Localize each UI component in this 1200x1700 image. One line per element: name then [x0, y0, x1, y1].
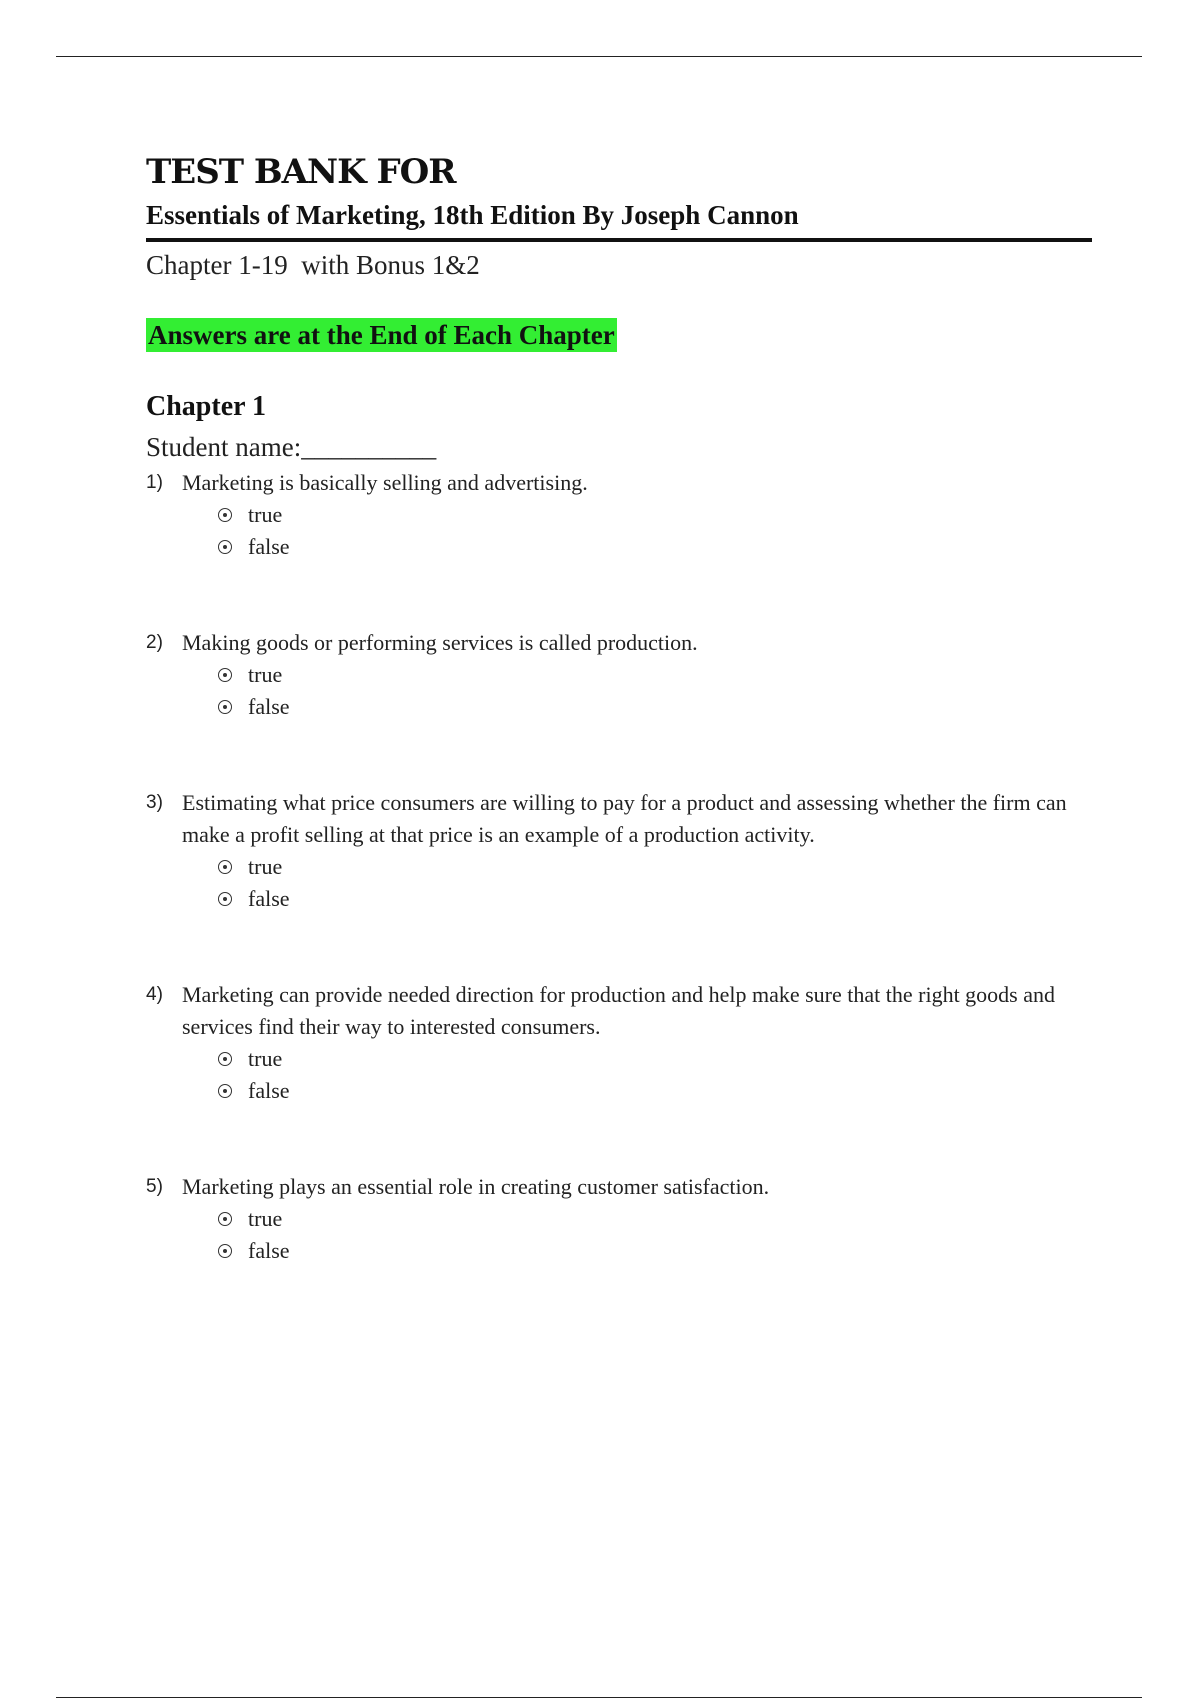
question-5: [146, 1171, 1092, 1267]
document-subtitle: Essentials of Marketing, 18th Edition By Joseph Cannon: [146, 198, 1092, 242]
answers-note-wrap: [146, 318, 1092, 352]
option-false[interactable]: [218, 1235, 1092, 1267]
option-label: false: [248, 886, 290, 911]
option-label: true: [248, 854, 283, 879]
option-label: false: [248, 534, 290, 559]
radio-circle-icon[interactable]: [218, 1212, 232, 1226]
radio-circle-icon[interactable]: [218, 668, 232, 682]
question-number: 2): [146, 632, 163, 653]
question-text: Estimating what price consumers are willing to pay for a product and assessing whether the firm can make a profit selling at that price is an example of a production activity.: [182, 790, 1067, 847]
option-label: false: [248, 694, 290, 719]
option-false[interactable]: [218, 531, 1092, 563]
option-label: true: [248, 502, 283, 527]
option-true[interactable]: [218, 851, 1092, 883]
radio-circle-icon[interactable]: [218, 540, 232, 554]
question-text: Marketing is basically selling and advertising.: [182, 470, 588, 495]
question-row: [146, 787, 1092, 851]
option-false[interactable]: [218, 691, 1092, 723]
option-true[interactable]: [218, 1043, 1092, 1075]
question-text: Marketing plays an essential role in creating customer satisfaction.: [182, 1174, 770, 1199]
question-row: [146, 467, 1092, 499]
chapters-note: Chapter 1-19 with Bonus 1&2: [146, 250, 480, 280]
option-label: false: [248, 1238, 290, 1263]
radio-circle-icon[interactable]: [218, 508, 232, 522]
option-label: false: [248, 1078, 290, 1103]
option-label: true: [248, 1206, 283, 1231]
chapter-heading: Chapter 1: [146, 391, 267, 422]
question-1: [146, 467, 1092, 563]
document-title: TEST BANK FOR: [146, 152, 456, 192]
bottom-rule: [56, 1697, 1142, 1698]
option-false[interactable]: [218, 883, 1092, 915]
radio-circle-icon[interactable]: [218, 1244, 232, 1258]
question-2: [146, 627, 1092, 723]
question-row: [146, 979, 1092, 1043]
question-3: [146, 787, 1092, 915]
question-text: Marketing can provide needed direction for production and help make sure that the right goods and services find their way to interested consumers.: [182, 982, 1056, 1039]
option-true[interactable]: [218, 499, 1092, 531]
option-label: true: [248, 1046, 283, 1071]
document-body: [146, 150, 1092, 464]
option-true[interactable]: [218, 659, 1092, 691]
question-row: [146, 1171, 1092, 1203]
question-number: 3): [146, 792, 163, 813]
answers-note: Answers are at the End of Each Chapter: [148, 320, 615, 350]
option-label: true: [248, 662, 283, 687]
radio-circle-icon[interactable]: [218, 700, 232, 714]
student-name-field: Student name:__________: [146, 432, 437, 462]
option-true[interactable]: [218, 1203, 1092, 1235]
question-number: 5): [146, 1176, 163, 1197]
question-row: [146, 627, 1092, 659]
question-number: 1): [146, 472, 163, 493]
top-rule: [56, 56, 1142, 57]
radio-circle-icon[interactable]: [218, 860, 232, 874]
question-text: Making goods or performing services is called production.: [182, 630, 698, 655]
radio-circle-icon[interactable]: [218, 1084, 232, 1098]
option-false[interactable]: [218, 1075, 1092, 1107]
radio-circle-icon[interactable]: [218, 1052, 232, 1066]
question-4: [146, 979, 1092, 1107]
radio-circle-icon[interactable]: [218, 892, 232, 906]
question-number: 4): [146, 984, 163, 1005]
